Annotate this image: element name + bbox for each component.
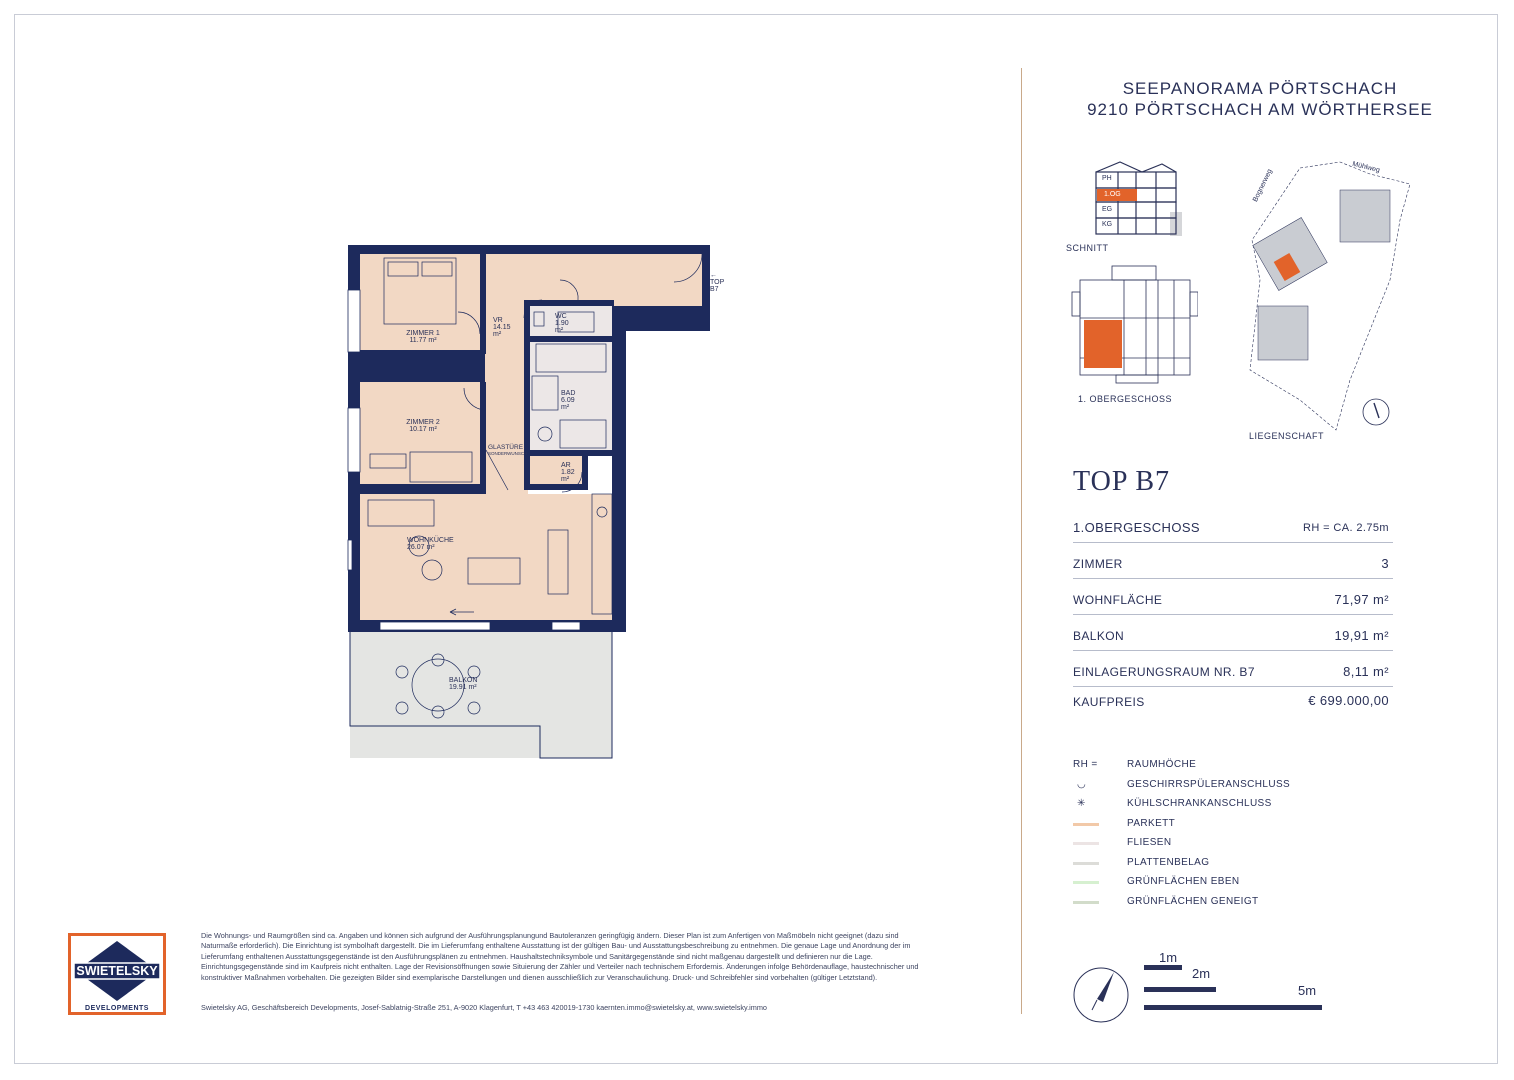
- room-zimmer1: ZIMMER 1 11.77 m²: [406, 330, 440, 344]
- legend-row-gruen-eben: GRÜNFLÄCHEN EBEN: [1073, 874, 1393, 894]
- section-diagram: [1070, 158, 1190, 242]
- spec-row-storage: EINLAGERUNGSRAUM NR. B7 8,11 m²: [1073, 651, 1393, 687]
- legend-row-plattenbelag: PLATTENBELAG: [1073, 855, 1393, 875]
- room-wc: WC 1.90 m²: [555, 313, 569, 334]
- floor-plan: [340, 240, 720, 770]
- spec-row-floor: 1.OBERGESCHOSS RH = CA. 2.75m: [1073, 512, 1393, 543]
- section-label: SCHNITT: [1066, 243, 1109, 253]
- north-arrow-icon: [1072, 966, 1130, 1024]
- legend-row-gruen-geneigt: GRÜNFLÄCHEN GENEIGT: [1073, 894, 1393, 914]
- site-label: LIEGENSCHAFT: [1249, 431, 1325, 441]
- entry-label: ← TOP B7: [710, 272, 725, 293]
- legend-row-dishwasher: ◡ GESCHIRRSPÜLERANSCHLUSS: [1077, 778, 1291, 790]
- gruen-geneigt-swatch: [1073, 901, 1099, 904]
- room-bad: BAD 6.09 m²: [561, 390, 576, 411]
- company-address: Swietelsky AG, Geschäftsbereich Developments, Josef-Sablatnig-Straße 251, A-9020 Klagenfurt, T +43 463 420019-1730 kaernten.immo@swietelsky.at, www.swietelsky.immo: [201, 1003, 767, 1012]
- legend-row-parkett: PARKETT: [1073, 816, 1393, 836]
- plattenbelag-swatch: [1073, 862, 1099, 865]
- spec-row-rooms: ZIMMER 3: [1073, 543, 1393, 579]
- unit-title: TOP B7: [1073, 466, 1171, 497]
- vertical-divider: [1021, 68, 1022, 1014]
- floor-label: 1. OBERGESCHOSS: [1078, 394, 1173, 404]
- spec-row-balcony: BALKON 19,91 m²: [1073, 615, 1393, 651]
- spec-table: [1073, 512, 1393, 713]
- legend-row-fridge: ✳ KÜHLSCHRANKANSCHLUSS: [1077, 798, 1272, 809]
- glass-door-label: GLASTÜRE SONDERWUNSCH: [488, 444, 528, 456]
- room-wohnkueche: WOHNKÜCHE 26.07 m²: [407, 537, 454, 551]
- project-title: SEEPANORAMA PÖRTSCHACH 9210 PÖRTSCHACH AM WÖRTHERSEE: [1087, 79, 1433, 119]
- logo-brand: SWIETELSKY: [76, 964, 158, 978]
- room-ar: AR 1.82 m²: [561, 462, 575, 483]
- street-muehlweg: Mühlweg: [1351, 160, 1381, 175]
- dishwasher-icon: ◡: [1077, 778, 1087, 790]
- disclaimer-text: Die Wohnungs- und Raumgrößen sind ca. Angaben und können sich aufgrund der Ausführungsplanungund Bautoleranzen geringfügig ändern. Dieser Plan ist zum Anfertigen von Maßmöbeln nicht geeignet (dazu sind Naturmaße erforderlich). Die Einrichtung ist symbolhaft dargestellt. Die im Lieferumfang enthaltene Ausstattung ist der gültigen Bau- und Ausstattungsbeschreibung zu entnehmen. Die genaue Lage und Anordnung der im Lieferumfang enthaltenen Ausstattungsgegenstände ist den Ausführungsplänen zu entnehmen. Haushaltstechniksymbole und Sanitärgegenstände sind nicht maßgenau dargestellt und definieren nur die Lage. Einrichtungsgegenstände sind im Kaufpreis nicht enthalten. Lage der Revisionsöffnungen sowie Situierung der Zähler und Verteiler nach technischem Erfordernis. Änderungen infolge Behördenauflage, haustechnischer und konstruktiver Maßnahmen vorbehalten. Die gezeigten Bilder sind exemplarische Darstellungen und dienen ausschließlich zur Veranschaulichung. Druck- und Schreibfehler sind vorbehalten (gültiger Letztstand).: [201, 931, 919, 982]
- fliesen-swatch: [1073, 842, 1099, 845]
- scale-2m: 2m: [1192, 966, 1211, 981]
- legend: [1073, 757, 1393, 913]
- room-vr: VR 14.15 m²: [493, 317, 511, 338]
- scale-5m: 5m: [1298, 983, 1317, 998]
- room-balkon: BALKON 19.91 m²: [449, 677, 478, 691]
- gruen-eben-swatch: [1073, 881, 1099, 884]
- room-zimmer2: ZIMMER 2 10.17 m²: [406, 419, 440, 433]
- logo-sub: DEVELOPMENTS: [85, 1005, 149, 1012]
- legend-row-fliesen: FLIESEN: [1073, 835, 1393, 855]
- spec-row-price: KAUFPREIS € 699.000,00: [1073, 693, 1389, 709]
- fridge-icon: ✳: [1077, 798, 1086, 809]
- parkett-swatch: [1073, 823, 1099, 826]
- spec-row-living: WOHNFLÄCHE 71,97 m²: [1073, 579, 1393, 615]
- street-bognerweg: Bognerweg: [1252, 168, 1274, 204]
- floor-mini-plan: [1068, 262, 1198, 387]
- scale-1m: 1m: [1159, 950, 1178, 965]
- site-plan: [1240, 160, 1420, 440]
- legend-row-rh: RH = RAUMHÖCHE: [1073, 759, 1197, 770]
